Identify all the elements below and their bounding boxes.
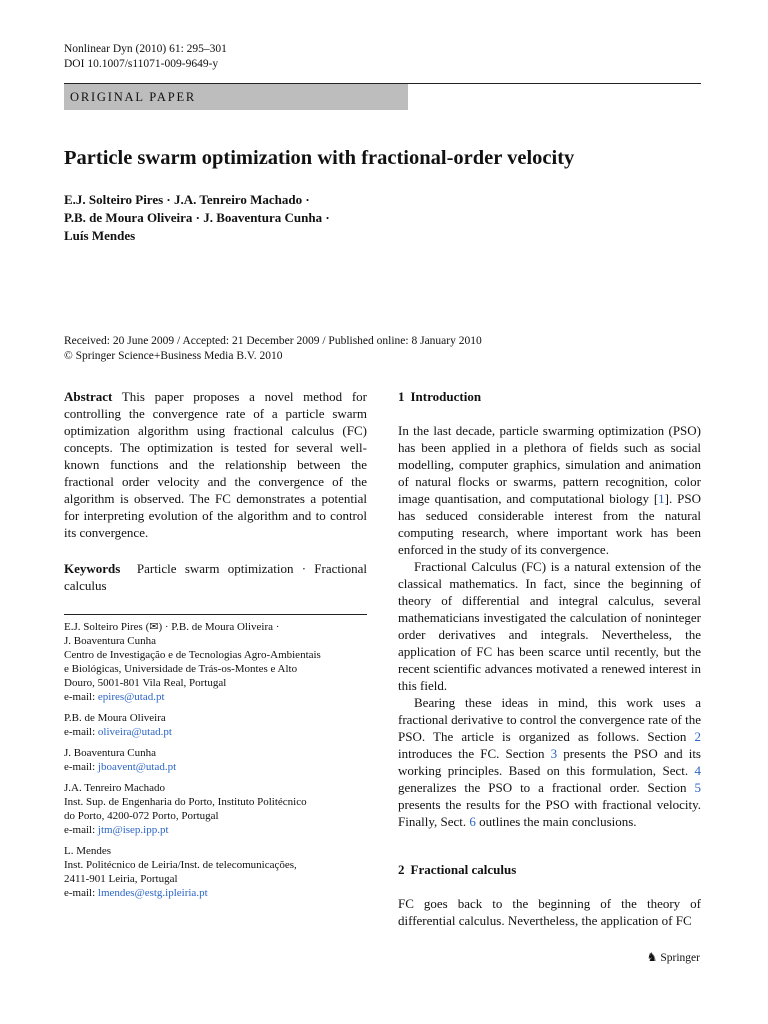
section-ref-link[interactable]: 6 bbox=[469, 814, 476, 829]
affiliation-block bbox=[64, 781, 367, 837]
citation-link[interactable]: 1 bbox=[658, 491, 665, 506]
section-ref-link[interactable]: 4 bbox=[694, 763, 701, 778]
email-link[interactable]: oliveira@utad.pt bbox=[97, 726, 172, 738]
keywords-text: Particle swarm optimization · Fractional calculus bbox=[64, 561, 367, 593]
affiliation-line: J. Boaventura Cunha bbox=[64, 635, 156, 647]
affiliation-line: L. Mendes bbox=[64, 845, 112, 857]
affiliation-line: E.J. Solteiro Pires (✉) · P.B. de Moura Oliveira · bbox=[64, 621, 280, 633]
right-column bbox=[398, 388, 701, 929]
springer-horse-icon: ♞ bbox=[646, 950, 658, 964]
email-link[interactable]: jtm@isep.ipp.pt bbox=[97, 824, 169, 836]
email-label: e-mail: bbox=[64, 887, 98, 899]
intro-paragraph-1 bbox=[398, 422, 701, 558]
text-run: introduces the FC. Section bbox=[398, 746, 551, 761]
intro-paragraph-3 bbox=[398, 694, 701, 830]
email-line bbox=[64, 760, 367, 774]
section-title: Fractional calculus bbox=[410, 862, 517, 877]
keywords-label: Keywords bbox=[64, 561, 121, 576]
email-line bbox=[64, 690, 367, 704]
email-link[interactable]: epires@utad.pt bbox=[97, 691, 165, 703]
affiliation-line: 2411-901 Leiria, Portugal bbox=[64, 873, 178, 885]
email-label: e-mail: bbox=[64, 824, 98, 836]
affiliation-line: do Porto, 4200-072 Porto, Portugal bbox=[64, 810, 219, 822]
text-run: In the last decade, particle swarming optimization (PSO) has been applied in a plethora of fields such as social modelling, computer graphics, simulation and animation of natural flocks or swarms, pattern recognition, color image quantisation, and computational biology [ bbox=[398, 423, 701, 506]
affiliation-block bbox=[64, 844, 367, 900]
author-line: Luís Mendes bbox=[64, 228, 136, 243]
text-run: presents the PSO and its working principles. Based on this formulation, Sect. bbox=[398, 746, 701, 778]
abstract bbox=[64, 388, 367, 541]
keywords bbox=[64, 560, 367, 594]
affiliation-line: J.A. Tenreiro Machado bbox=[64, 782, 166, 794]
publisher-footer bbox=[647, 950, 700, 965]
affiliation-block bbox=[64, 711, 367, 739]
email-link[interactable]: lmendes@estg.ipleiria.pt bbox=[97, 887, 208, 899]
text-run: generalizes the PSO to a fractional order. Section bbox=[398, 780, 695, 795]
affiliation-line: Centro de Investigação e de Tecnologias Agro-Ambientais bbox=[64, 649, 321, 661]
text-run: ]. PSO has seduced considerable interest from the natural computing research, where important work has been enforced in the study of its convergence. bbox=[398, 491, 701, 557]
copyright-notice: © Springer Science+Business Media B.V. 2010 bbox=[64, 350, 283, 362]
affiliation-block bbox=[64, 620, 367, 704]
text-run: Bearing these ideas in mind, this work uses a fractional derivative to control the convergence rate of the PSO. The article is organized as follows. Section bbox=[398, 695, 701, 744]
section-number: 1 bbox=[398, 389, 405, 404]
email-label: e-mail: bbox=[64, 726, 98, 738]
email-link[interactable]: jboavent@utad.pt bbox=[97, 761, 177, 773]
section-ref-link[interactable]: 3 bbox=[550, 746, 558, 761]
author-list bbox=[64, 191, 330, 245]
received-dates: Received: 20 June 2009 / Accepted: 21 December 2009 / Published online: 8 January 2010 bbox=[64, 335, 482, 347]
text-run: presents the results for the PSO with fractional velocity. Finally, Sect. bbox=[398, 797, 701, 829]
text-run: outlines the main conclusions. bbox=[475, 814, 637, 829]
author-line: P.B. de Moura Oliveira · J. Boaventura Cunha · bbox=[64, 210, 330, 225]
footnote-rule bbox=[64, 614, 367, 615]
journal-doi: DOI 10.1007/s11071-009-9649-y bbox=[64, 58, 219, 70]
abstract-label: Abstract bbox=[64, 389, 113, 404]
left-column bbox=[64, 388, 367, 900]
email-line bbox=[64, 886, 367, 900]
intro-paragraph-2: Fractional Calculus (FC) is a natural extension of the classical mathematics. In fact, since the beginning of theory of differential and integral calculus, several mathematicians investigated the calculation of noninteger order derivatives and integrals. Nevertheless, the application of FC has been scarce until recently, but the recent scientific advances motivated a renewed interest in this field. bbox=[398, 559, 701, 693]
section-number: 2 bbox=[398, 862, 405, 877]
email-label: e-mail: bbox=[64, 691, 98, 703]
affiliation-line: P.B. de Moura Oliveira bbox=[64, 712, 166, 724]
email-line bbox=[64, 823, 367, 837]
affiliation-line: Inst. Sup. de Engenharia do Porto, Instituto Politécnico bbox=[64, 796, 307, 808]
section-ref-link[interactable]: 2 bbox=[694, 729, 701, 744]
paper-title: Particle swarm optimization with fractional-order velocity bbox=[64, 147, 575, 169]
affiliation-block bbox=[64, 746, 367, 774]
email-line bbox=[64, 725, 367, 739]
journal-header bbox=[64, 42, 227, 72]
publication-dates bbox=[64, 334, 482, 364]
section2-paragraph-1: FC goes back to the beginning of the theory of differential calculus. Nevertheless, the application of FC bbox=[398, 896, 701, 928]
affiliation-line: J. Boaventura Cunha bbox=[64, 747, 156, 759]
section-heading-introduction bbox=[398, 388, 701, 405]
affiliation-line: Douro, 5001-801 Vila Real, Portugal bbox=[64, 677, 227, 689]
affiliation-line: Inst. Politécnico de Leiria/Inst. de telecomunicações, bbox=[64, 859, 297, 871]
publisher-name: Springer bbox=[660, 952, 700, 964]
section-title: Introduction bbox=[410, 389, 482, 404]
affiliation-line: e Biológicas, Universidade de Trás-os-Montes e Alto bbox=[64, 663, 298, 675]
section-ref-link[interactable]: 5 bbox=[694, 780, 701, 795]
section-heading-fractional-calculus bbox=[398, 861, 701, 878]
author-line: E.J. Solteiro Pires · J.A. Tenreiro Machado · bbox=[64, 192, 310, 207]
paper-type-banner: ORIGINAL PAPER bbox=[64, 84, 408, 110]
journal-citation: Nonlinear Dyn (2010) 61: 295–301 bbox=[64, 43, 227, 55]
abstract-text: This paper proposes a novel method for controlling the convergence rate of a particle swarm optimization algorithm using fractional calculus (FC) concepts. The optimization is tested for several well-known functions and the relationship between the fractional order velocity and the convergence of the algorithm is observed. The FC demonstrates a potential for interpreting evolution of the algorithm and to control its convergence. bbox=[64, 389, 367, 540]
email-label: e-mail: bbox=[64, 761, 98, 773]
